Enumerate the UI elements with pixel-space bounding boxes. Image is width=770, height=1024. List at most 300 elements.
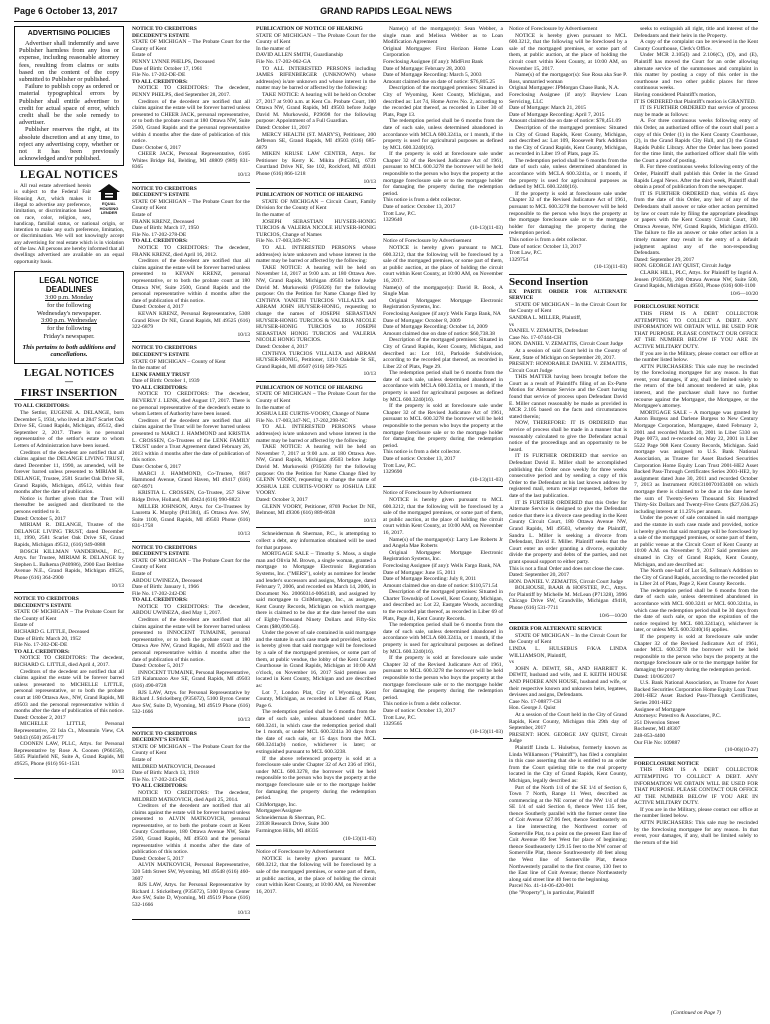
notice-run-dates: 10/13 (237, 716, 250, 723)
notice-line: GLENN VOORY, Petitioner, 8769 Pocket Dr NE, Belmont, MI 49306 (616) 889-8638 (256, 503, 376, 517)
notice-run-dates: (10-13)(11-03) (470, 224, 503, 231)
notice-line: Date: October 6, 2017 (132, 144, 181, 151)
notice-line: A copy of the complaint can be reviewed in the Kent County Courthouse, Clerk's Office. (634, 39, 758, 52)
notice-line: Dated: October 5, 2017 (132, 663, 184, 670)
notice-line: 23938 Research Drive, Suite 300 (256, 821, 329, 828)
notice-line: Date of Mortgage Recording: October 14, 2009 (383, 324, 488, 331)
notice-line: BOLHOUSE, BAAR & HOFSTEE, P.C., Attys. for Plaintiff by Michelle M. McLean (P71328), 3996 Chicago Drive SW, Grandville, Michigan 49418, Phone (616) 531-7711 (509, 585, 627, 612)
legal-notice (383, 26, 503, 235)
notice-line: Part of the North 1/4 of the SE 1/4 of Section 6, Town 7 North, Range 11 West, described as commencing at the NE corner of the NW 1/4 of the SE 1/4 of said Section 6, thence West 135 feet, thence Southerly parallel with the former center line of Coit Avenue 627.06 feet, thence Southeasterly on a line intersecting the Northwest corner of Somerville Plat, to a point on the present East line of Coit Avenue 89 feet West for place of beginning; thence Southeasterly 129.15 feet to the NW corner of Somerville Plat, thence Southwesterly 40 feet along the West line of Somerville Plat, thence Northwesterly parallel to the first course, 130 feet to the East line of Coit Avenue; thence Northeasterly along said street line 40 feet to the beginning. (509, 784, 627, 883)
col1-notices (14, 403, 124, 779)
logo-text-top: EQUAL HOUSING (99, 201, 119, 211)
notice-line: MICHELLE LITTLE, Personal Representative, 22 Isla Ct., Mountain View, CA 94043 (650) 265-8177 (14, 721, 124, 741)
legal-notice (256, 849, 376, 895)
notice-line: DECEDENT'S ESTATE (132, 551, 190, 558)
notice-line: Having considered Plaintiff's motion, (634, 91, 717, 98)
notice-line: Trott Law, P.C. (383, 462, 417, 469)
notice-line: RICHARD G. LITTLE, Deceased (14, 629, 90, 636)
notice-run-dates: 10/13 (237, 172, 250, 179)
notice-line: MIKEN KRUSE LAW CENTER, Attys. for Petitioner by Kerry K. Mikita (P45305), 6739 Courtland Drive NE, Ste 102, Rockford, MI 49341 Phone (616) 866-1218 (256, 151, 376, 178)
notice-line: Attorneys: Potestivo & Associates, P.C. (634, 713, 721, 720)
notice-line: NOTICE TO CREDITORS (132, 544, 197, 551)
notice-line: NOTICE TO CREDITORS: The decedent, RICHARD G. LITTLE, died April 4, 2017. (14, 655, 124, 669)
notice-line: TO ALL CREDITORS: (132, 238, 188, 245)
notice-line: Date of Mortgage: June 15, 2011 (383, 569, 456, 576)
notice-line: IT IS FURTHER ORDERED that service of process may be made as follows: (634, 105, 758, 118)
notice-line: MIRIAM R. DELANGE, Trustee of the DELANGE LIVING TRUST, dated December 11, 1990, 2581 Scarlet Oak Drive SE, Grand Rapids, Michigan 49512, (616) 949-0888 (14, 522, 124, 548)
notice-line: STATE OF MICHIGAN – The Probate Court for the County of Kent (14, 609, 124, 622)
notice-line: ORDER FOR ALTERNATE SERVICE (509, 626, 602, 633)
notice-line: Creditors of the decedent are notified that all claims against the DELANGE LIVING TRUST, dated December 11, 1990, as amended, will be forever barred unless presented to MIRIAM R. DELANGE, Trustee, 2581 Scarlet Oak Drive SE, Grand Rapids, Michigan, 49512, within four months after the date of publication. (14, 449, 124, 496)
notice-line: TO ALL INTERESTED PERSONS whose address(es) is/are unknown and whose interest in the matter may be barred or affected by the following: (256, 424, 376, 444)
house-icon (97, 183, 121, 201)
notice-line: Date of Birth: March 20, 1952 (14, 635, 81, 642)
legal-notice (509, 289, 627, 624)
policy-paragraph: Advertiser shall indemnify and save Publisher harmless from any loss or expense, including reasonable attorney fees, resulting from claims or suits based on the content of the copy submitted to Publisher or published. (19, 40, 119, 84)
notice-line: TO ALL CREDITORS: (14, 648, 70, 655)
notice-line: Date of notice: October 13, 2017 (383, 204, 456, 211)
notice-line: 251 Diversion Street (634, 719, 680, 726)
notice-run-dates: 10/13 (363, 517, 376, 524)
notice-line: Amount claimed due on date of notice: $78,451.09 (509, 118, 621, 125)
column-6 (634, 26, 758, 1016)
logo-text-bottom: LENDER (100, 210, 118, 216)
notice-line: TO ALL CREDITORS: (132, 78, 188, 85)
notice-line: Name(s) of the mortgagor(s): Sean Webber, a single man and Melissa Webber as to Loan Modification Agreement (383, 26, 503, 46)
notice-run-dates: 10/13 (363, 178, 376, 185)
notice-line: RJS LAW, Attys. for Personal Representative by Richard J. Stickelberg (P35672), 5100 Byron Center Ave SW, Suite D, Wyoming, MI 49519 Phone (616) 532-1666 (132, 882, 250, 908)
notice-line: Rochester, MI 48307 (634, 726, 681, 733)
legal-notice (132, 186, 250, 343)
notice-run-dates: 10/13 (111, 768, 124, 775)
notice-line: This notice is from a debt collector. (383, 701, 462, 708)
notice-line: If the property is sold at foreclosure sale under Chapter 32 of the Revised Judicature Act of 1961, under MCL 600.3278 the borrower will be held responsible to the person who buys the property at the mortgage foreclosure sale or to the mortgage holder for damaging the property during the redemption period. (634, 634, 758, 673)
notice-line: Description of the mortgaged premises: Situated in City of Grand Rapids, Kent County, Michigan, and described as: Lot 109, Roosevelt Park Addition to the City of Grand Rapids, Kent County, Michigan, as recorded in Liber 19 of Plats, page 35. (509, 124, 627, 158)
column-5 (509, 26, 627, 1016)
notice-line: In the matter of (256, 212, 291, 219)
notice-line: Date of Mortgage Recording: July 8, 2011 (383, 576, 477, 583)
notice-line: NOTICE is hereby given pursuant to MCL 600.3212, that the following will be foreclosed by a sale of the mortgaged premises, or some part of them, at public auction, at the place of holding the circuit court within Kent County, at 10:00 AM, on November 16, 2017. (383, 496, 503, 536)
page-header (14, 6, 758, 22)
notice-run-dates: 10/13 (363, 371, 376, 378)
notice-line: Dated: 10/06/2017 (634, 673, 676, 680)
notice-line: Foreclosing Assignee (if any): Wells Fargo Bank, NA (383, 310, 501, 317)
notice-line: NOTICE TO CREDITORS: The decedent, MILDRED MATKOVICH, died April 25, 2014. (132, 789, 250, 803)
notice-line: Date: October 6, 2017 (132, 464, 181, 470)
notice-line: MORTGAGE SALE – Timothy S. Moss, a single man and Olivia M. Brown, a single woman, granted a mortgage to Mortgage Electronic Registration Systems, Inc. ("MERS"), solely as nominee for lender and lender's successors and assigns, Mortgagee, dated February 7, 2006, and recorded on March 14, 2006, in Document No. 20060314-0064148, and assigned by said mortgagee to CitiMortgage, Inc., as assignee, Kent County Records, Michigan on which mortgage there is claimed to be due at the date hereof the sum of Eighty-Thousand Ninety Dollars and Fifty-Six Cents ($80,090.56). (256, 551, 376, 630)
notice-line: PRESENT: HON. GEORGE JAY QUIST, Circuit Judge (509, 731, 627, 745)
notice-line: Date of notice: October 13, 2017 (383, 707, 456, 714)
notice-line: At a session of said Court held in the County of Kent, State of Michigan on September 20, 2017. (509, 347, 627, 361)
notice-line: Plaintiff Linda L. Hulsebus, formerly known as Linda Williamson ("Plaintiff"), has filed a complaint in this case asserting that she is entitled to an order from the Court quieting title to the real property located in the City of Grand Rapids, Kent County, Michigan, legally described as: (509, 744, 627, 784)
notice-line: MILDRED MATKOVICH, Deceased (132, 763, 216, 770)
notice-line: HON. DANIEL V. ZEMAITIS, Circuit Court Judge (509, 578, 624, 585)
notice-line: Trott Law, P.C. (509, 250, 543, 257)
notice-line: IT IS FURTHER ORDERED that service on Defendant David E. Miller shall be accomplished publishing this Order once weekly for three weeks consecutive period and by sending a copy of this Order to the Defendant at his last known address by registered mail, return receipt requested, before the date of the last publication. (509, 453, 627, 499)
divider (509, 274, 627, 275)
notice-line: TAKE NOTICE: A hearing will be held on October 27, 2017 at 9:00 a.m. at Kent Co. Probate Court, 180 Ottawa NW, Grand Rapids, MI 49503 before Judge David M. Murkowski, P29698 for the following purpose: Appointment of a Full Guardian. (256, 91, 376, 125)
notice-line: JOHN A. DEWIT, SR., AND HARRIET K. DEWIT, husband and wife, and E. KEITH HOUSE AND PHOEBE ANN HOUSE, husband and wife, or their respective known and unknown heirs, legatees, devisees and assigns, Defendants. (509, 665, 627, 699)
notice-line: KEVAN KRENZ, Personal Representative, 5308 Grand River Dr NE, Grand Rapids, MI 49525 (616) 322-6879 (132, 310, 250, 331)
notice-run-dates: 10/6—10/20 (599, 612, 627, 619)
notice-line: Trott Law, P.C. (383, 714, 417, 721)
col6-notices (634, 26, 758, 846)
notice-line: Creditors of the decedent are notified that all claims against the Trust will be forever barred unless presented to MARCI J. HAMMOND and KRISTIA L. CROSSEN, Co-Trustees of the LENK FAMILY TRUST under a Trust Agreement dated February 26, 2013 within 4 months after the date of publication of this notice. (132, 417, 250, 464)
notice-line: File No. 17-202-242-DE (132, 590, 187, 597)
divider (383, 234, 503, 235)
notice-line: PENNY LYNNE PHELPS, Deceased (132, 58, 215, 65)
notice-line: Date of Birth: January 1, 1966 (132, 584, 199, 591)
notice-line: Name(s) of the mortgagor(s): Sue Rosa aka Sue P. Ross, unmarried woman (509, 72, 627, 85)
notice-line: FORECLOSURE NOTICE (634, 760, 699, 767)
notice-line: DANIEL V. ZEMAITIS, Defendant (509, 328, 588, 335)
notice-line: 1329565 (383, 721, 403, 728)
notice-line: Date of Birth: October 17, 1961 (132, 65, 203, 72)
notice-line: Amount claimed due on date of notice: $60,738.38 (383, 330, 495, 337)
first-insertion-heading: FIRST INSERTION (20, 386, 118, 399)
notice-line: This is not a final Order and does not close the case. (509, 565, 624, 572)
notice-line: Name(s) of the mortgagor(s): Larry Lee Roberts Jr and Angela Mae Roberts (383, 536, 503, 550)
notice-line: STATE OF MICHIGAN – In the Circuit Court for the County of Kent (509, 301, 627, 315)
divider (132, 727, 250, 728)
notice-line: The Settlor, EUGENE A. DELANGE, born December 5, 1934, who lived at 2847 Scarlet Oak Drive SE, Grand Rapids, Michigan, 49512, died September 2, 2017. There is no personal representative of the settlor's estate to whom Letters of Administration have been issued. (14, 410, 124, 450)
notice-line: DECEDENT'S ESTATE (132, 351, 190, 358)
notice-line: STATE OF MICHIGAN – County of Kent (132, 358, 226, 365)
notice-line: File No. 17-003,349-NC (256, 238, 311, 245)
notice-line: This notice is from a debt collector. (383, 449, 462, 456)
notice-line: Under MCR 2.105(I) and 2.106(C), (D), and (E), Plaintiff has moved the Court for an order allowing alternate service of the summonses and complaint in this matter by posting a copy of this order in the courthouse and two other public places for three continuous weeks. (634, 52, 758, 92)
notice-line: TAKE NOTICE: A hearing will be held on November 7, 2017 at 9:00 a.m. at 180 Ottawa Ave. NW, Grand Rapids, Michigan 49503 before Judge David M. Murkowski (P35026) for the following purpose: On the Petition for Name Change filed by GLENN VOORY, requesting to change the name of JOSHUA LEE CURTIS-VOORY to JOSHUA LEE VOORY. (256, 444, 376, 497)
notice-line: HON. GEORGE JAY QUIST, Circuit Judge (634, 263, 732, 270)
legal-notice (132, 26, 250, 183)
notice-line: Estate of (132, 756, 152, 763)
notice-line: The redemption period shall be 6 months from the date of such sale, unless determined abandoned in accordance with MCLA 600.3241a, or 1 month, if the property is used for agricultural purposes as defined by MCL 600.3240(16). (509, 157, 627, 191)
notice-line: vs (509, 321, 514, 328)
divider (634, 757, 758, 758)
notice-line: TO ALL CREDITORS: (14, 403, 70, 410)
notice-line: Dated: October 5, 2017 (132, 855, 184, 862)
notice-line: IT IS FURTHER ORDERED that this Order for Alternate Service is designed to give the Defendant notice that there is a divorce case pending in the Kent County Circuit Court, 180 Ottawa Avenue NW, Grand Rapids, MI 49503, whereby the Plaintiff, Sandra L. Miller is seeking a divorce from Defendant, David E. Miller. Plaintiff seeks that the Court enter an order granting a divorce, equitably divide the property and debts of the parties, and not grant spousal support to either party. (509, 499, 627, 565)
notice-line: TO ALL CREDITORS: (132, 597, 188, 604)
notice-line: Date of Mortgage: March 21, 2015 (509, 105, 586, 112)
col5-notices-b (509, 289, 627, 897)
col4-notices (383, 26, 503, 739)
notice-line: Creditors of the decedent are notified that all claims against the estate will be forever barred unless presented to ALVIN MATKOVICH, personal representative, or to both the probate court at Kent County Courthouse, 180 Ottawa Avenue NW, Suite 2500, Grand Rapids, MI 49503 and the personal representative within 4 months after the date of publication of this notice. (132, 803, 250, 856)
notice-line: JOSHUA LEE CURTIS-VOORY, Change of Name (256, 411, 370, 418)
notice-line: If you are in the Military, please contact our office at the number listed below. (634, 350, 758, 364)
notice-line: Notice of Foreclosure by Advertisement (256, 849, 345, 856)
notice-line: If the property is sold at foreclosure sale under Chapter 32 of the Revised Judicature Act of 1961, pursuant to MCL 600.3278 the borrower will be held responsible to the person who buys the property at the mortgage foreclosure sale or to the mortgage holder for damaging the property during the redemption period. (509, 190, 627, 237)
notice-line: Case No. 17-08877-CH (509, 698, 562, 705)
notice-line: Parcel No. 41-14-06-420-001 (509, 883, 574, 890)
notice-line: File No. 17-202-243-DE (132, 776, 187, 783)
deadline-line: Wednesday's newspaper. (36, 309, 102, 317)
notice-line: TO ALL INTERESTED PERSONS whose address(es) is/are unknown and whose interest in the matter may be barred or affected by the following: (256, 245, 376, 265)
notice-line: Dated: October 3, 2017 (256, 496, 308, 503)
notice-line: Under the power of sale contained in said mortgage and the statute in such case made and provided, notice is hereby given that said mortgage will be foreclosed by a sale of the mortgaged premises, or some part of them, at public venue at the Circuit Court of Kent County at 10:00 A.M. on November 9, 2017 Said premises are situated in City of Grand Rapids, Kent County, Michigan, and are described as: (634, 515, 758, 568)
notice-line: At a session of the Court held in the City of Grand Rapids, Kent County, Michigan this 29th day of September, 2017 (509, 711, 627, 732)
notice-line: HON. DANIEL V. ZEMAITIS, Circuit Court Judge (509, 341, 624, 348)
notice-line: Mortgagee/Assignee (256, 808, 302, 815)
notice-line: If the property is sold at foreclosure sale under Chapter 32 of the Revised Judicature Act of 1961, pursuant to MCL 600.3278 the borrower will be held responsible to the person who buys the property at the mortgage foreclosure sale or to the mortgage holder for damaging the property during the redemption period. (383, 403, 503, 449)
notice-line: Amount claimed due on date of notice: $76,805.25 (383, 78, 495, 85)
notice-line: Creditors of the decedent are notified that all claims against the estate will be forever barred unless presented to INNOCENT TUMAINE, personal representative, or to both the probate court at 180 Ottawa Ave NW, Grand Rapids, MI 49503 and the personal representative within 4 months after the date of publication of this notice. (132, 617, 250, 663)
notice-line: STATE OF MICHIGAN – In the Circuit Court for the County of Kent (509, 632, 627, 646)
column-2 (132, 26, 250, 1016)
notice-line: Estate of (14, 622, 34, 629)
legal-notice (256, 385, 376, 528)
notice-line: File No. 17-202-DE-DE (132, 72, 186, 79)
legal-notice (634, 761, 758, 847)
notice-line: Name(s) of the mortgagor(s): David R. Book, A Single Man (383, 284, 503, 298)
notice-line: U.S. Bank National Association, as Trustee for Asset Backed Securities Corporation Home Equity Loan Trust 2001-HE2 Asset Backed Pass-Through Certificates, Series 2001-HE2 (634, 680, 758, 706)
legal-notice (634, 304, 758, 757)
notice-line: NOTICE is hereby given pursuant to MCL 600.3212, that the following will be foreclosed by a sale of the mortgaged premises, or some part of them, at public auction, at the place of holding the circuit court within Kent County, at 10:00 AM, on November 15, 2017. (509, 32, 627, 72)
legal-notice (383, 490, 503, 739)
notice-line: The North one-half of Lot 56, Sollman's Addition to the City of Grand Rapids, according to the recorded plat in Liber 24 of Plats, Page 2, Kent County Records. (634, 568, 758, 588)
page-number-date: Page 6 October 13, 2017 (14, 6, 118, 16)
notice-line: NOTICE TO CREDITORS (132, 345, 197, 352)
notice-line: Original Mortgagee: First Horizon Home Loan Corporation (383, 45, 503, 59)
col2-notices (132, 26, 250, 920)
notice-line: Schneiderman & Sherman, P.C. (256, 814, 326, 821)
col5-notices-a (509, 26, 627, 275)
notice-line: File No. 17-202-062-GA (256, 58, 311, 65)
equal-housing-text: All real estate advertised herein is subject to the Federal Fair Housing Act, which makes it illegal to advertise any preference, limitation, or discrimination based on race, color, religion, sex, handicap, familial status, or national origin, or intention to make any such preference, limitation, or discrimination. We will not knowingly accept any advertising for real estate which is in violation of the law. All persons are hereby informed that all dwellings advertised are available on an equal opportunity basis. (14, 183, 124, 265)
notice-line: DECEDENT'S ESTATE (132, 32, 190, 39)
notice-run-dates: 10/13 (237, 530, 250, 537)
legal-notice (634, 26, 758, 301)
notice-line: NOTICE TO CREDITORS: The decedent, ABDOU UWINEZA, died May 1, 2017. (132, 603, 250, 617)
divider (132, 541, 250, 542)
notice-line: Date of Birth: March 13, 1918 (132, 770, 199, 777)
notice-line: THIS FIRM IS A DEBT COLLECTOR ATTEMPTING TO COLLECT A DEBT. ANY INFORMATION WE OBTAIN WILL BE USED FOR THAT PURPOSE. PLEASE CONTACT OUR OFFICE AT THE NUMBER BELOW IF YOU ARE IN ACTIVE MILITARY DUTY. (634, 767, 758, 807)
notice-line: Date of notice: October 13, 2017 (383, 456, 456, 462)
deadline-line: Friday's newspaper. (43, 332, 95, 340)
legal-notice (383, 238, 503, 487)
notice-line: DECEDENT'S ESTATE (132, 192, 190, 199)
notice-line: Estate of (132, 570, 152, 577)
advertising-policies-box (14, 26, 124, 166)
notice-line: seeks to extinguish all right, title and interest of the Defendants and their heirs in the Property. (634, 26, 758, 39)
notice-line: FORECLOSURE NOTICE (634, 304, 699, 311)
notice-line: THIS FIRM IS A DEBT COLLECTOR ATTEMPTING TO COLLECT A DEBT. ANY INFORMATION WE OBTAIN WILL BE USED FOR THAT PURPOSE. PLEASE CONTACT OUR OFFICE AT THE NUMBER BELOW IF YOU ARE IN ACTIVE MILITARY DUTY. (634, 310, 758, 350)
notice-line: NOTICE TO CREDITORS: The decedent, FRANK KRENZ, died April 16, 2012. (132, 245, 250, 258)
notice-line: NOTICE is hereby given pursuant to MCL 600.3212, that the following will be foreclosed by a sale of the mortgaged premises, or some part of them, at public auction, at the place of holding the circuit court within Kent County, at 10:00 AM, on November 16, 2017. (256, 855, 376, 895)
notice-line: Creditors of the decedent are notified that all claims against the estate will be forever barred unless presented to MICHELLE LITTLE, personal representative, or to both the probate court at 180 Ottawa Ave., NW, Grand Rapids, MI 49503 and the personal representative within 4 months after the date of publication of this notice. (14, 668, 124, 715)
notice-line: Estate of (132, 212, 152, 219)
notice-line: TO ALL INTERESTED PERSONS including JAMES RIFENBERGER (UNKNOWN) whose address(es) is/are unknown and whose interest in the matter may be barred or affected by the following: (256, 65, 376, 92)
notice-line: Foreclosing Assignee (if any): Wells Fargo Bank, NA (383, 562, 501, 569)
legal-notice (14, 596, 124, 779)
legal-notices-heading-2: LEGAL NOTICES (23, 366, 115, 379)
notice-line: Assignee of Mortgagee (634, 706, 686, 713)
notice-line: NOTICE TO CREDITORS (14, 596, 79, 603)
col3-notices (256, 26, 376, 895)
notice-line: MARCI J. HAMMOND, Co-Trustee, 8617 Hammond Avenue, Grand Haven, MI 49417 (616) 607-8971 (132, 470, 250, 490)
notice-line: vs (509, 659, 514, 666)
notice-line: NOTICE is hereby given pursuant to MCL 600.3212, that the following will be foreclosed by a sale of the mortgaged premises, or some part of them, at public auction, at the place of holding the circuit court within Kent County, at 10:00 AM, on November 16, 2017. (383, 245, 503, 284)
notice-line: Our File No: 109887 (634, 739, 680, 746)
notice-line: TO ALL CREDITORS: (132, 783, 188, 790)
notice-line: ABDOU UWINEZA, Deceased (132, 577, 203, 584)
notice-line: In the matter of (256, 45, 291, 52)
divider (383, 738, 503, 739)
notice-line: DECEDENT'S ESTATE (132, 737, 190, 744)
notice-line: MORTGAGE SALE – A mortgage was granted by Aaron Burgess and Darlene Burgess to New Century Mortgage Corporation, Mortgagee, dated February 2, 2001 and recorded March 20, 2001 in Liber 5330 on Page 0073, and re-recorded on May 22, 2001 in Liber 5522 Page 908 Kent County Records, Michigan. Said mortgage was assigned to U.S. Bank National Association, as Trustee for Asset Backed Securities Corporation Home Equity Loan Trust 2001-HE2 Asset Backed Pass-Through Certificates Series 2001-HE2, by assignment dated June 30, 2011 and recorded October 7, 2013 as Instrument #201310070103408 on which mortgage there is claimed to be due at the date hereof the sum of Twenty-Seven Thousand Six Hundred Thirty-Six Dollars and Twenty-Five Cents ($27,636.25) including interest at 11.25% per annum. (634, 409, 758, 515)
notice-line: Dated: October 4, 2017 (256, 343, 308, 350)
notice-line: NOTICE TO CREDITORS: The decedent, BEVERLY J. LENK, died August 17, 2017. There is no personal representative of the decedent's estate to whom Letters of Authority have been issued. (132, 391, 250, 418)
notice-line: Hon. George J. Quist (509, 705, 556, 712)
notice-line: The redemption period shall be 6 months from the date of such sale, unless determined abandoned in accordance with MCLA 600.3241a, or 1 month, if the property is used for agricultural purposes as defined by MCL 600.3240(16). (383, 370, 503, 403)
legal-notice (509, 26, 627, 275)
notice-line: Date of Mortgage Recording: March 5, 2003 (383, 72, 482, 79)
notice-line: ATTN PURCHASERS: This sale may be rescinded by the foreclosing mortgagee for any reason. In that event, your damages, if any, shall be limited solely to the return of the bid (634, 820, 758, 846)
column-3 (256, 26, 376, 1016)
notice-line: ALVIN MATKOVICH, Personal Representative, 320 54th Street SW, Wyoming, MI 49548 (616) 460-3607 (132, 862, 250, 882)
policy-paragraph: Failure to publish copy as ordered or material typographical errors by Publisher shall entitle advertiser to credit for actual space of error, which credit shall be the sole remedy to advertiser. (19, 83, 119, 127)
notice-line: RJS LAW, Attys. for Personal Representative by Richard J. Stickelberg (P35672), 5100 Byron Center Ave SW, Suite D, Wyoming, MI 49519 Phone (616) 532-1666 (132, 689, 250, 716)
notice-line: KRISTIA L. CROSSEN, Co-Trustee, 257 Silver Ridge Drive, Holland, MI 49424 (616) 990-8823 (132, 490, 250, 503)
notice-line: BOSCH KILLMAN VANDERWAL, P.C., Attys. for Trustee, MIRIAM R. DELANGE by Stephen L. Balkema (P40986), 2900 East Beltline Avenue N.E., Grand Rapids, Michigan 49525, Phone (616) 364-2900 (14, 548, 124, 581)
notice-line: This notice is from a debt collector. (383, 197, 462, 204)
divider (14, 592, 124, 593)
divider (14, 778, 124, 779)
notice-line: Notice is further given that the Trust will thereafter be assigned and distributed to the persons entitled to it. (14, 495, 124, 515)
legal-notice (14, 403, 124, 593)
notice-line: The redemption period shall be 6 months from the date of such sale, unless abandoned under MCL 600.3241, in which case the redemption period shall be 1 month, or under MCL 600.3241a 30 days from the date of such sale, or 15 days from the MCL 600.3241a(b) notice, whichever is later; or extinguished pursuant to MCL 600.3238. (256, 709, 376, 755)
notice-line: THIS MATTER having been brought before the Court as a result of Plaintiff's filing of an Ex-Parte Motion for Alternate Service and the Court having found that service of process upon Defendant David E. Miller cannot reasonably be made as provided in MCR 2.105 based on the facts and circumstances stated therein; (509, 374, 627, 420)
second-insertion-heading: Second Insertion (509, 275, 589, 288)
notice-line: 1329690 (383, 469, 403, 476)
notice-run-dates: 10/13 (111, 582, 124, 589)
notice-line: TAKE NOTICE: A hearing will be held on November 14, 2017 at 9:00 a.m. at 180 Ottawa Ave. NW, Grand Rapids, Michigan 49503 before Judge David M. Murkowski (P35026) for the following purpose: On the Petition for Name Change filed by CINTHYA YANETH TURCIOS VILLALTA and ABRAM JOHN HUYSER-HONIG, requesting to change the names of JOSEPH SEBASTIAN HUYSER-HONIG TURCIOS & VALERIA NICOLE HUYSER-HONIG TURCIOS to JOSEPH SEBASTIAN HONIG TURCIOS and VALERIA NICOLE HONIG TURCIOS. (256, 264, 376, 344)
notice-line: NOTICE TO CREDITORS: The decedent, PENNY PHELPS, died September 28, 2017. (132, 85, 250, 98)
continued-on-page: (Continued on Page 7) (670, 1010, 722, 1016)
notice-line: Dated: October 2, 2017 (14, 714, 66, 721)
notice-line: Dated: October 4, 2017 (132, 304, 184, 311)
notice-line: Description of the mortgaged premises: Situated in City of Wyoming, Kent County, Michigan, and described as: Lot 74, Home Acres No. 2, according to the recorded plat thereof, as recorded in Liber 30 of Plats, Page 13. (383, 85, 503, 118)
divider (634, 300, 758, 301)
notice-line: Notice of Foreclosure by Advertisement (383, 238, 472, 245)
notice-line: Farmington Hills, MI 48335 (256, 828, 319, 835)
legal-notice (132, 731, 250, 921)
notice-line: File No. 17-003,347-NC, 17-202,298-NC (256, 417, 348, 424)
notice-line: File No. 17-202-DE-DE (14, 642, 68, 649)
notice-line: Estate of (132, 52, 152, 59)
divider (383, 486, 503, 487)
notice-line: In the matter of (256, 404, 291, 411)
notice-line: CINTHYA TURCIOS VILLALTA and ABRAM HUYSER-HONIG, Petitioner, 1310 Oakdale St SE, Grand Rapids, MI 49507 (616) 589-7625 (256, 350, 376, 370)
notice-line: A. For three continuous weeks following entry of this Order, an authorized office of the court shall post a copy of this Order (1) in the Kent County Courthouse, (2), in the Grand Rapids City Hall, and (3) the Grand Rapids Public Library. After the Order has been posted for the time limit, the authorized officer shall file with the Court a proof of posting. (634, 118, 758, 164)
heading-dash: — (65, 377, 73, 387)
legal-notices-heading: LEGAL NOTICES (19, 169, 119, 182)
legal-notice (256, 531, 376, 846)
notice-line: Original Mortgagee: Mortgage Electronic Registration Systems, Inc. (383, 549, 503, 563)
notice-line: STATE OF MICHIGAN – The Probate Court for the County of Kent (256, 32, 376, 46)
notice-line: The redemption period shall be 6 months from the date of such sale, unless determined abandoned in accordance with MCLA 600.3241a, or 1 month, if the property is used for agricultural purposes as defined by MCL 600.3240(16). (383, 622, 503, 655)
notice-run-dates: (10-13)(11-03) (594, 264, 627, 271)
notice-line: NOTICE TO CREDITORS (132, 730, 197, 737)
deadline-line: for the following (46, 301, 92, 309)
notice-line: LINDA L. HULSEBUS F/K/A LINDA WILLIAMSON, Plaintiff, (509, 646, 627, 659)
notice-run-dates: (10-13)(11-03) (470, 728, 503, 735)
divider (132, 341, 250, 342)
notice-line: Date of Mortgage: October 8, 2009 (383, 317, 461, 324)
notice-line: Foreclosing Assignee (if any): Bayview Loan Servicing, LLC (509, 91, 627, 105)
notice-line: Original Mortgagee: Mortgage Electronic Registration Systems, Inc. (383, 297, 503, 311)
divider (509, 622, 627, 623)
notice-line: Dated: September 20, 2017 (509, 572, 570, 579)
divider (256, 845, 376, 846)
notice-line: STATE OF MICHIGAN – Circuit Court, Family Division for the County of Kent (256, 198, 376, 212)
legal-notice-deadlines-box (14, 271, 124, 364)
notice-line: Original Mortgagee: JPMorgan Chase Bank, N.A. (509, 85, 620, 92)
notice-line: Date of Birth: October 1, 1939 (132, 378, 200, 385)
notice-line: CitiMortgage, Inc. (256, 801, 297, 808)
notice-line: The redemption period shall be 6 months from the date of such sale, unless determined abandoned in accordance with MCL 600.3241 or MCL 600.3241a, in which case the redemption period shall be 30 days from the date of such sale, or upon the expiration of the notice required by MCL 600.3241a(c), whichever is later, or unless MCL 600.3240(16) applies. (634, 587, 758, 634)
notice-line: Case No. 17-07444-CH (509, 334, 562, 341)
divider (132, 919, 250, 920)
notice-line: Dated: October 5, 2017 (14, 515, 66, 522)
notice-line: JOSEPH SEBASTIAN HUYSER-HONIG TURCIOS & VALERIA NICOLE HUYSER-HONIG TURCIOS, Change of Names (256, 218, 376, 238)
notice-line: Description of the mortgaged premises: Situated in Charter Township of Lowell, Kent County, Michigan, and described as: Lot 22, Eastgate Woods, according to the recorded plat thereof, as recorded in Liber 69 of Plats, Page 41, Kent County Records. (383, 589, 503, 622)
notice-line: (the "Property"), in particular, Plaintiff (509, 890, 595, 896)
notice-run-dates: (10-13)(11-03) (470, 476, 503, 483)
notice-line: Description of the mortgaged premises: Situated in City of Grand Rapids, Kent County, Michigan, and described as: Lot 161, Parkside Subdivision, according to the recorded plat thereof, as recorded in Liber 22 of Plats, Page 29. (383, 337, 503, 370)
notice-run-dates: 10/13 (237, 331, 250, 338)
notice-run-dates: 10/6—10/20 (730, 290, 758, 297)
notice-line: 248-853-4400 (634, 732, 666, 739)
notice-line: Dated: October 11, 2017 (256, 124, 311, 131)
notice-line: CHEER JACK, Personal Representative, 6165 Whites Bridge Rd, Belding, MI 48809 (989) 831-8365 (132, 151, 250, 171)
notice-line: ATTN PURCHASERS: This sale may be rescinded by the foreclosing mortgagee for any reason. In that event, your damages, if any, shall be limited solely to the return of the bid amount tendered at sale, plus interest, and the purchaser shall have no further recourse against the Mortgagor, the Mortgagee, or the Mortgagee's attorney. (634, 363, 758, 410)
deadlines-title: LEGAL NOTICE DEADLINES (39, 275, 99, 294)
notice-line: Dated: September 29, 2017 (634, 256, 695, 263)
notice-line: 1329640 (383, 217, 403, 224)
notice-line: Under the power of sale contained in said mortgage and the statute in such case made and provided, notice is hereby given that said mortgage will be foreclosed by a sale of the mortgaged premises, or some part of them, at public vendue, the lobby of the Kent County Courthouse in Grand Rapids, Michigan at 10:00 AM o'clock, on November 16, 2017 Said premises are located in Kent County, Michigan and are described as: (256, 630, 376, 689)
newspaper-name: GRAND RAPIDS LEGAL NEWS (320, 6, 452, 16)
advertising-policies-title: ADVERTISING POLICIES (27, 30, 111, 37)
notice-line: Creditors of the decedent are notified that all claims against the estate will be forever barred unless presented to CHEER JACK, personal representative, or to both the probate court at 180 Ottawa NW, Suite 2500, Grand Rapids and the personal representative within 4 months after the date of publication of this notice. (132, 98, 250, 145)
notice-line: IT IS FURTHER ORDERED that, within 45 days from the date of this Order, any heir of any of the Defendants shall answer or take other action permitted by law or court rule by filing the appropriate pleadings or papers with the Kent County Circuit Court, 180 Ottawa Avenue, NW, Grand Rapids, Michigan 49503. The failure to file an answer or take other action in a timely manner may result in the entry of a default judgment against any of the non-responding Defendants. (634, 190, 758, 257)
divider (132, 182, 250, 183)
notice-line: CLARK HILL, PLC, Attys. for Plaintiff by Ingrid A. Jensen (P35950), 200 Ottawa Avenue NW, Suite 500, Grand Rapids, Michigan 49503, Phone (616) 608-1100 (634, 269, 758, 290)
notice-line: Date of Mortgage Recording: April 7, 2015 (509, 111, 605, 118)
notice-line: SANDRA L. MILLER, Plaintiff, (509, 314, 582, 321)
divider (256, 381, 376, 382)
notice-line: PUBLICATION OF NOTICE OF HEARING (256, 192, 363, 199)
notice-line: NOTICE TO CREDITORS (132, 185, 197, 192)
notice-line: This notice is from a debt collector. (509, 237, 588, 243)
column-1 (14, 26, 124, 1016)
notice-line: 1329754 (509, 256, 529, 263)
equal-housing-notice (14, 183, 124, 265)
notice-line: TO ALL CREDITORS: (132, 384, 188, 391)
notice-line: If the property is sold at foreclosure sale under Chapter 32 of the Revised Judicature Act of 1961, pursuant to MCL 600.3278 the borrower will be held responsible to the person who buys the property at the mortgage foreclosure sale or to the mortgage holder for damaging the property during the redemption period. (383, 655, 503, 701)
notice-line: B. For three continuous weeks following entry of the Order, Plaintiff shall publish this Order in the Grand Rapids Legal News. After the third week, Plaintiff shall obtain a proof of publication from the newspaper. (634, 164, 758, 191)
legal-notice (132, 545, 250, 728)
notice-line: MERCY HEALTH (ST. MARY'S), Petitioner, 200 Jefferson SE, Grand Rapids, MI 49503 (616) 685-6879 (256, 131, 376, 151)
notice-line: DECEDENT'S ESTATE (14, 602, 72, 609)
notice-line: If the above referenced property is sold at a foreclosure sale under Chapter 32 of Act 236 of 1961, under MCL 600.3278, the borrower will be held responsible to the person who buys the property at the mortgage foreclosure sale or to the mortgage holder for damaging the property during the redemption period. (256, 755, 376, 802)
notice-line: Date of Mortgage: February 28, 2003 (383, 65, 466, 72)
notice-line: NOW, THEREFORE: IT IS ORDERED that service of process shall be made in a manner that is reasonably calculated to give the Defendant actual notice of the proceedings and an opportunity to be heard. (509, 420, 627, 453)
notice-line: Notice of Foreclosure by Advertisement (509, 26, 598, 32)
divider (14, 399, 124, 400)
notice-line: PUBLICATION OF NOTICE OF HEARING (256, 26, 363, 32)
legal-notice (256, 26, 376, 189)
